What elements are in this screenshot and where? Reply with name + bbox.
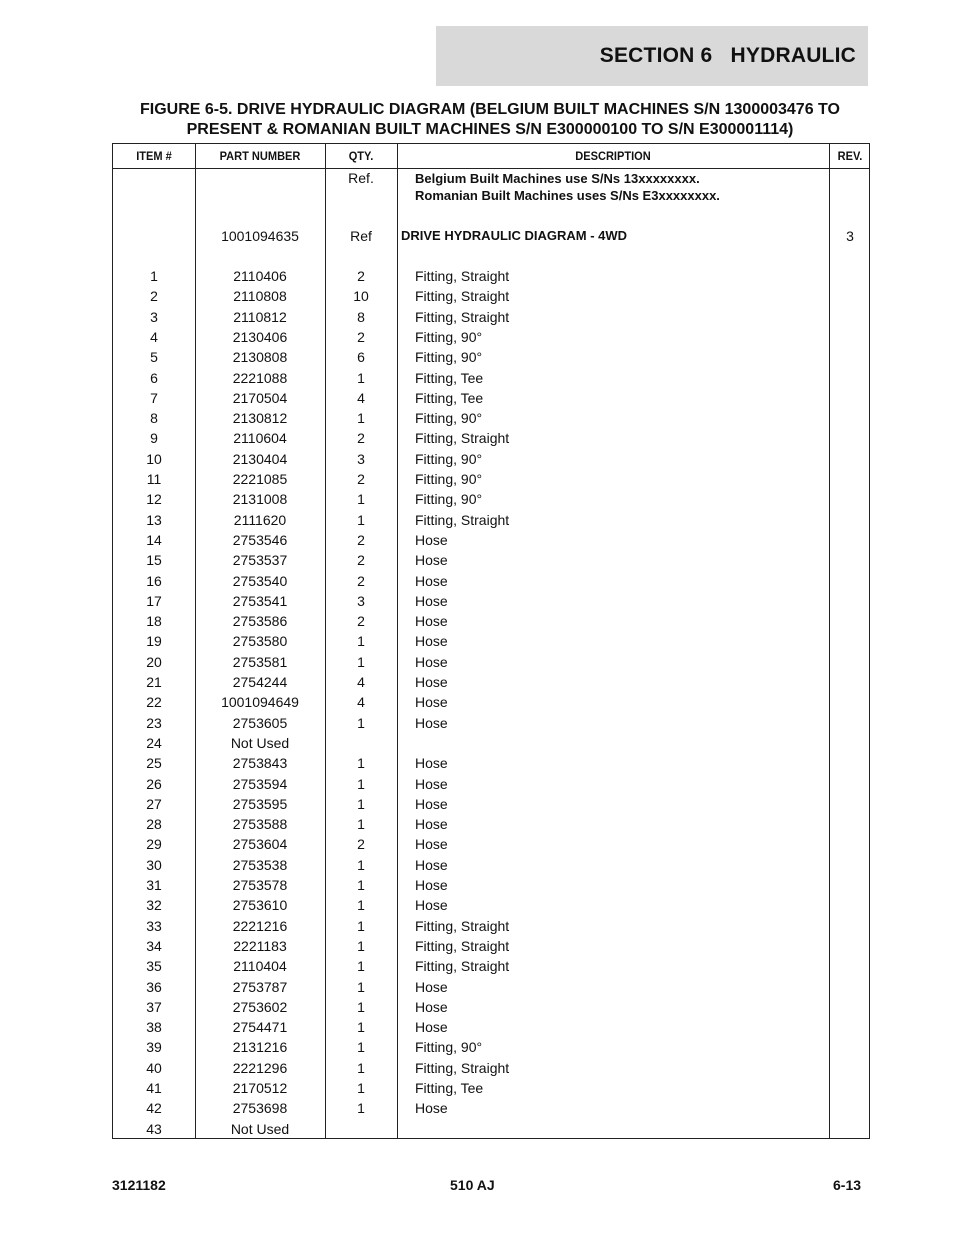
table-cell-description: Fitting, 90° bbox=[415, 328, 483, 345]
table-cell-item: 26 bbox=[146, 775, 162, 792]
table-cell-qty: 1 bbox=[357, 653, 365, 670]
assembly-rev: 3 bbox=[846, 228, 854, 244]
table-cell-part-number: 2753538 bbox=[232, 856, 288, 873]
table-cell-part-number: 2221085 bbox=[232, 471, 288, 487]
table-cell-qty: 1 bbox=[357, 856, 365, 873]
table-cell-item: 15 bbox=[146, 552, 162, 569]
table-row bbox=[113, 713, 869, 733]
table-cell-description: Hose bbox=[415, 714, 448, 731]
table-cell-description: Fitting, 90° bbox=[415, 349, 483, 366]
table-cell-description: Hose bbox=[415, 1100, 448, 1117]
table-row bbox=[113, 672, 869, 692]
serial-note bbox=[415, 170, 720, 204]
column-header-part-number: PART NUMBER bbox=[219, 149, 301, 163]
table-cell-part-number: 2170504 bbox=[232, 389, 288, 406]
table-cell-item: 3 bbox=[150, 308, 158, 325]
table-cell-part-number: 2130812 bbox=[232, 410, 288, 427]
table-cell-part-number: 2753602 bbox=[232, 998, 288, 1015]
table-cell-item: 18 bbox=[146, 613, 162, 630]
table-cell-item: 42 bbox=[146, 1100, 162, 1117]
table-cell-description: Fitting, 90° bbox=[415, 1039, 483, 1056]
table-row bbox=[113, 368, 869, 388]
table-cell-part-number: 2221088 bbox=[232, 369, 288, 386]
table-cell-part-number: 2221216 bbox=[232, 917, 288, 934]
table-cell-item: 8 bbox=[150, 410, 158, 427]
table-cell-description: Fitting, Straight bbox=[415, 511, 510, 528]
table-cell-part-number: 2753546 bbox=[232, 531, 288, 548]
figure-title-line-1: FIGURE 6-5. DRIVE HYDRAULIC DIAGRAM (BELGIUM BUILT MACHINES S/N 1300003476 TO bbox=[140, 101, 840, 118]
table-cell-part-number: 2753594 bbox=[232, 775, 288, 792]
table-cell-description: Hose bbox=[415, 856, 448, 873]
table-cell-description: Hose bbox=[415, 531, 448, 548]
table-cell-part-number: 2753541 bbox=[232, 592, 288, 609]
table-cell-item: 5 bbox=[150, 349, 158, 366]
table-cell-item: 36 bbox=[146, 978, 162, 995]
table-cell-qty: 1 bbox=[357, 633, 365, 650]
table-cell-qty: 1 bbox=[357, 369, 365, 386]
table-cell-qty: 2 bbox=[357, 836, 365, 853]
section-header bbox=[436, 26, 868, 86]
table-cell-description: Hose bbox=[415, 897, 448, 914]
table-cell-item: 29 bbox=[146, 836, 162, 853]
table-cell-part-number: 2753787 bbox=[232, 978, 288, 995]
table-cell-qty: 2 bbox=[357, 328, 365, 345]
table-row bbox=[113, 855, 869, 875]
table-cell-qty: 3 bbox=[357, 450, 365, 467]
table-cell-description: Fitting, Straight bbox=[415, 268, 510, 284]
table-cell-qty: 1 bbox=[357, 897, 365, 914]
table-cell-description: Hose bbox=[415, 755, 448, 772]
table-cell-qty: 1 bbox=[357, 795, 365, 812]
serial-note-line-1: Belgium Built Machines use S/Ns 13xxxxxxxx. bbox=[415, 171, 700, 186]
table-cell-part-number: 1001094649 bbox=[221, 694, 299, 711]
table-cell-qty: 1 bbox=[357, 978, 365, 995]
column-header-description: DESCRIPTION bbox=[575, 149, 651, 163]
table-row bbox=[113, 774, 869, 794]
table-cell-part-number: 2753578 bbox=[232, 877, 288, 893]
table-cell-qty: 1 bbox=[357, 491, 365, 508]
table-cell-qty: 1 bbox=[357, 877, 365, 893]
section-title: SECTION 6 HYDRAULIC bbox=[599, 44, 856, 67]
table-cell-description: Fitting, Tee bbox=[415, 1080, 484, 1096]
table-cell-item: 31 bbox=[146, 877, 162, 893]
table-cell-item: 24 bbox=[146, 734, 162, 751]
assembly-description: DRIVE HYDRAULIC DIAGRAM - 4WD bbox=[401, 228, 628, 243]
table-cell-part-number: 2221296 bbox=[232, 1059, 288, 1076]
table-cell-qty: 2 bbox=[357, 613, 365, 630]
table-row bbox=[113, 753, 869, 773]
table-row bbox=[113, 510, 869, 530]
table-cell-description: Hose bbox=[415, 978, 448, 995]
table-cell-item: 35 bbox=[146, 958, 162, 975]
table-cell-part-number: 2170512 bbox=[232, 1080, 288, 1096]
table-cell-part-number: 2130406 bbox=[232, 328, 288, 345]
table-cell-item: 30 bbox=[146, 856, 162, 873]
table-cell-part-number: 2111620 bbox=[233, 511, 287, 528]
table-cell-qty: 1 bbox=[357, 1019, 365, 1036]
table-cell-description: Fitting, 90° bbox=[415, 471, 483, 487]
table-cell-item: 2 bbox=[150, 288, 158, 305]
table-cell-description: Hose bbox=[415, 998, 448, 1015]
table-cell-qty: 4 bbox=[357, 694, 365, 711]
table-row bbox=[113, 1017, 869, 1037]
table-cell-description: Fitting, 90° bbox=[415, 410, 483, 427]
table-cell-qty: 1 bbox=[357, 816, 365, 833]
table-cell-part-number: 2753580 bbox=[232, 633, 288, 650]
table-cell-description: Hose bbox=[415, 674, 448, 690]
table-cell-item: 21 bbox=[146, 674, 162, 690]
table-cell-part-number: 2753604 bbox=[232, 836, 288, 853]
table-cell-qty: 10 bbox=[353, 288, 369, 305]
column-header-rev: REV. bbox=[837, 149, 863, 163]
table-cell-description: Hose bbox=[415, 613, 448, 630]
table-cell-qty: 1 bbox=[357, 714, 365, 731]
footer-doc-number: 3121182 bbox=[112, 1177, 166, 1193]
table-cell-part-number: 2753843 bbox=[232, 755, 288, 772]
table-cell-qty: 1 bbox=[357, 998, 365, 1015]
table-cell-part-number: 2754244 bbox=[232, 674, 288, 690]
table-row bbox=[113, 631, 869, 651]
table-cell-part-number: 2110812 bbox=[233, 308, 287, 325]
table-cell-description: Fitting, Tee bbox=[415, 389, 484, 406]
table-cell-qty: 2 bbox=[357, 268, 365, 284]
table-cell-part-number: 2110808 bbox=[233, 288, 287, 305]
assembly-row bbox=[113, 226, 869, 246]
table-cell-part-number: 2754471 bbox=[232, 1019, 288, 1036]
table-row bbox=[113, 794, 869, 814]
table-cell-description: Fitting, Straight bbox=[415, 937, 510, 954]
table-row bbox=[113, 449, 869, 469]
table-cell-description: Hose bbox=[415, 877, 448, 893]
table-row bbox=[113, 591, 869, 611]
table-cell-description: Hose bbox=[415, 572, 448, 589]
note-qty: Ref. bbox=[348, 170, 374, 186]
table-cell-description: Hose bbox=[415, 552, 448, 569]
table-row bbox=[113, 977, 869, 997]
table-row bbox=[113, 834, 869, 854]
table-cell-qty: 1 bbox=[357, 1039, 365, 1056]
table-cell-item: 14 bbox=[146, 531, 162, 548]
table-row bbox=[113, 408, 869, 428]
table-cell-part-number: Not Used bbox=[230, 734, 290, 751]
table-cell-description: Fitting, Straight bbox=[415, 917, 510, 934]
assembly-part-number: 1001094635 bbox=[221, 228, 299, 244]
table-cell-qty: 1 bbox=[357, 775, 365, 792]
table-row bbox=[113, 307, 869, 327]
table-row bbox=[113, 916, 869, 936]
table-row bbox=[113, 550, 869, 570]
table-cell-part-number: 2753588 bbox=[232, 816, 288, 833]
figure-title bbox=[112, 100, 868, 140]
table-cell-part-number: 2131008 bbox=[232, 491, 288, 508]
footer-model: 510 AJ bbox=[450, 1177, 495, 1193]
table-cell-item: 28 bbox=[146, 816, 162, 833]
table-cell-item: 11 bbox=[146, 471, 162, 487]
table-cell-description: Fitting, Straight bbox=[415, 308, 510, 325]
table-row bbox=[113, 997, 869, 1017]
table-row bbox=[113, 875, 869, 895]
table-cell-item: 23 bbox=[146, 714, 162, 731]
table-cell-qty: 3 bbox=[357, 592, 365, 609]
table-cell-item: 13 bbox=[146, 511, 162, 528]
table-cell-item: 12 bbox=[146, 491, 162, 508]
column-header-qty: QTY. bbox=[348, 149, 374, 163]
table-cell-description: Fitting, 90° bbox=[415, 450, 483, 467]
table-row bbox=[113, 489, 869, 509]
table-row bbox=[113, 895, 869, 915]
table-cell-item: 33 bbox=[146, 917, 162, 934]
table-row bbox=[113, 571, 869, 591]
table-cell-item: 4 bbox=[150, 328, 158, 345]
footer-page-number: 6-13 bbox=[833, 1177, 862, 1193]
table-cell-description: Fitting, Straight bbox=[415, 1059, 510, 1076]
table-cell-part-number: 2131216 bbox=[232, 1039, 288, 1056]
table-row bbox=[113, 652, 869, 672]
table-cell-qty: 1 bbox=[357, 1059, 365, 1076]
table-cell-qty: 4 bbox=[357, 389, 365, 406]
table-row bbox=[113, 1037, 869, 1057]
table-cell-qty: 8 bbox=[357, 308, 365, 325]
table-cell-description: Fitting, Straight bbox=[415, 958, 510, 975]
table-cell-description: Fitting, Straight bbox=[415, 430, 510, 447]
table-row bbox=[113, 611, 869, 631]
table-cell-description: Hose bbox=[415, 653, 448, 670]
table-cell-qty: 1 bbox=[357, 511, 365, 528]
table-row bbox=[113, 530, 869, 550]
table-row bbox=[113, 1098, 869, 1118]
table-cell-item: 37 bbox=[146, 998, 162, 1015]
table-cell-part-number: 2753605 bbox=[232, 714, 288, 731]
table-row bbox=[113, 469, 869, 489]
table-cell-item: 25 bbox=[146, 755, 162, 772]
table-cell-description: Hose bbox=[415, 633, 448, 650]
assembly-qty: Ref bbox=[350, 228, 372, 244]
table-cell-description: Fitting, 90° bbox=[415, 491, 483, 508]
table-cell-item: 7 bbox=[150, 389, 158, 406]
table-cell-description: Hose bbox=[415, 592, 448, 609]
table-cell-qty: 2 bbox=[357, 552, 365, 569]
table-row bbox=[113, 936, 869, 956]
table-cell-item: 43 bbox=[146, 1120, 162, 1137]
table-row bbox=[113, 733, 869, 753]
table-cell-item: 9 bbox=[150, 430, 158, 447]
table-cell-part-number: 2753537 bbox=[232, 552, 288, 569]
table-row bbox=[113, 1058, 869, 1078]
table-cell-item: 34 bbox=[146, 937, 162, 954]
table-cell-part-number: 2753610 bbox=[232, 897, 288, 914]
table-cell-qty: 6 bbox=[357, 349, 365, 366]
table-cell-description: Hose bbox=[415, 694, 448, 711]
table-cell-qty: 2 bbox=[357, 471, 365, 487]
table-cell-description: Hose bbox=[415, 816, 448, 833]
table-row bbox=[113, 956, 869, 976]
table-cell-part-number: Not Used bbox=[230, 1120, 290, 1137]
table-cell-qty: 4 bbox=[357, 674, 365, 690]
table-cell-description: Hose bbox=[415, 795, 448, 812]
table-row bbox=[113, 814, 869, 834]
table-cell-item: 10 bbox=[146, 450, 162, 467]
figure-title-line-2: PRESENT & ROMANIAN BUILT MACHINES S/N E300000100 TO S/N E300001114) bbox=[186, 121, 794, 138]
table-cell-part-number: 2130808 bbox=[232, 349, 288, 366]
table-cell-qty: 1 bbox=[357, 958, 365, 975]
table-cell-part-number: 2110406 bbox=[233, 268, 287, 284]
table-cell-part-number: 2753586 bbox=[232, 613, 288, 630]
table-cell-qty: 1 bbox=[357, 410, 365, 427]
table-cell-qty: 1 bbox=[357, 1080, 365, 1096]
table-cell-qty: 2 bbox=[357, 572, 365, 589]
table-cell-item: 41 bbox=[146, 1080, 162, 1096]
table-cell-part-number: 2130404 bbox=[232, 450, 288, 467]
table-cell-item: 1 bbox=[150, 268, 158, 284]
table-cell-qty: 1 bbox=[357, 1100, 365, 1117]
table-cell-part-number: 2753581 bbox=[232, 653, 288, 670]
parts-table bbox=[112, 143, 870, 1139]
table-cell-item: 20 bbox=[146, 653, 162, 670]
column-header-item: ITEM # bbox=[136, 149, 172, 163]
table-cell-part-number: 2753540 bbox=[232, 572, 288, 589]
table-cell-item: 19 bbox=[146, 633, 162, 650]
table-cell-item: 17 bbox=[146, 592, 162, 609]
table-row bbox=[113, 1119, 869, 1139]
serial-note-line-2: Romanian Built Machines uses S/Ns E3xxxxxxxx. bbox=[415, 188, 720, 203]
table-cell-description: Hose bbox=[415, 1019, 448, 1036]
table-cell-part-number: 2753595 bbox=[232, 795, 288, 812]
table-cell-item: 40 bbox=[146, 1059, 162, 1076]
table-row bbox=[113, 388, 869, 408]
table-cell-description: Fitting, Straight bbox=[415, 288, 510, 305]
table-cell-item: 6 bbox=[150, 369, 158, 386]
table-cell-qty: 1 bbox=[357, 755, 365, 772]
table-cell-description: Hose bbox=[415, 836, 448, 853]
table-cell-description: Fitting, Tee bbox=[415, 369, 484, 386]
table-cell-item: 39 bbox=[146, 1039, 162, 1056]
table-row bbox=[113, 286, 869, 306]
table-cell-qty: 2 bbox=[357, 430, 365, 447]
table-cell-qty: 2 bbox=[357, 531, 365, 548]
table-cell-item: 27 bbox=[146, 795, 162, 812]
table-cell-qty: 1 bbox=[357, 937, 365, 954]
table-row bbox=[113, 428, 869, 448]
table-cell-description: Hose bbox=[415, 775, 448, 792]
table-cell-part-number: 2110404 bbox=[233, 958, 287, 975]
table-row bbox=[113, 1078, 869, 1098]
table-cell-qty: 1 bbox=[357, 917, 365, 934]
table-cell-item: 16 bbox=[146, 572, 162, 589]
table-cell-item: 22 bbox=[146, 694, 162, 711]
table-row bbox=[113, 327, 869, 347]
table-cell-item: 38 bbox=[146, 1019, 162, 1036]
table-row bbox=[113, 266, 869, 286]
table-row bbox=[113, 692, 869, 712]
table-cell-item: 32 bbox=[146, 897, 162, 914]
table-cell-part-number: 2110604 bbox=[233, 430, 287, 447]
table-row bbox=[113, 347, 869, 367]
table-cell-part-number: 2753698 bbox=[232, 1100, 288, 1117]
table-cell-part-number: 2221183 bbox=[233, 937, 287, 954]
